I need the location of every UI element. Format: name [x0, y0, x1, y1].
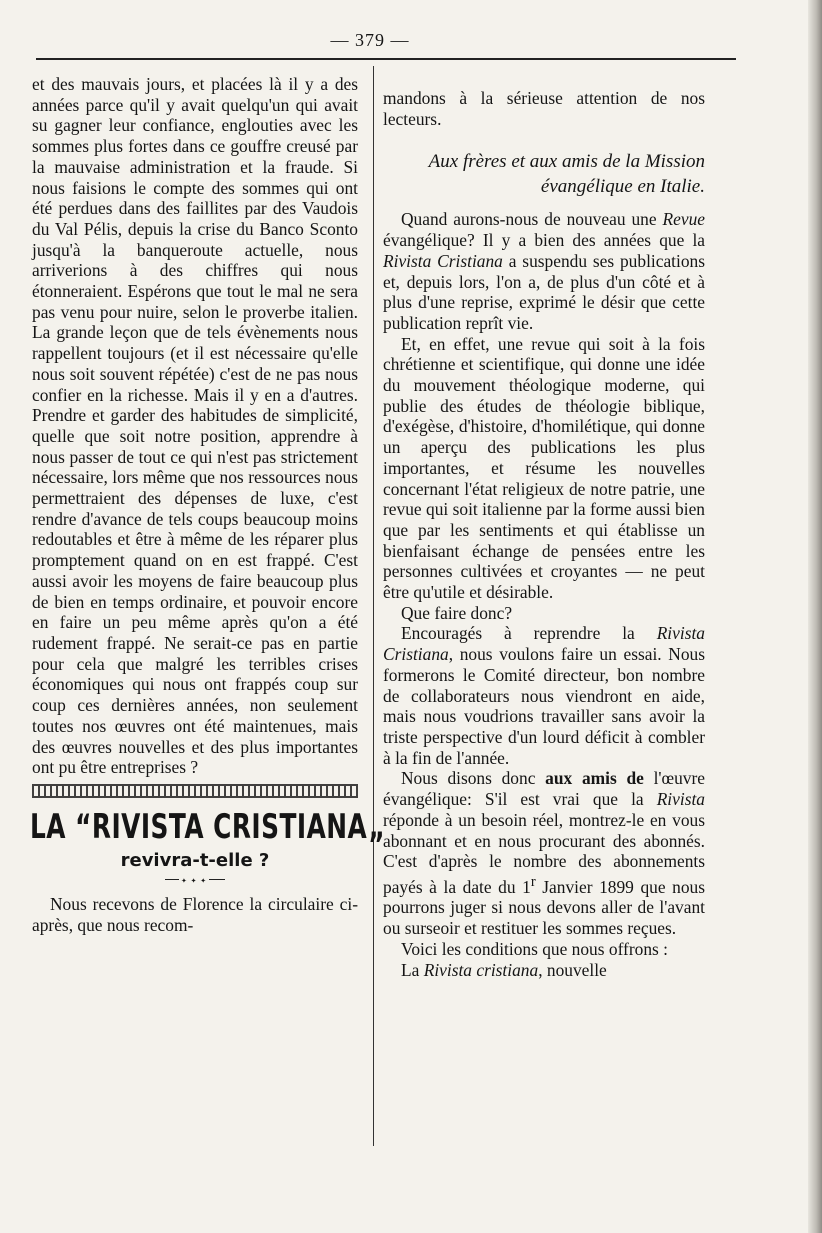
- column-divider: [373, 66, 374, 1146]
- page-number: — 379 —: [330, 30, 410, 50]
- article-subheadline: revivra-t-elle ?: [120, 849, 270, 871]
- paragraph-6: Voici les conditions que nous offrons :: [401, 938, 668, 959]
- paragraph-1: Quand aurons-nous de nouveau une Revue évangélique? Il y a bien des années que la Rivista Cristiana a suspendu ses publications et, depuis lors, l'on a, de plus d'un côté et à plus d'une reprise, exprimé le désir que cette publication reprît vie.: [383, 209, 705, 333]
- section-title: Aux frères et aux amis de la Mission évangélique en Italie.: [428, 151, 705, 198]
- right-column: [383, 88, 705, 980]
- header-rule: [36, 58, 736, 60]
- article-intro: Nous recevons de Florence la circulaire ci-après, que nous recom-: [32, 894, 358, 936]
- ornamental-divider: [32, 784, 358, 798]
- paragraph-4: Encouragés à reprendre la Rivista Cristiana, nous voulons faire un essai. Nous formerons le Comité directeur, bon nombre de collaborateurs nous viendront en aide, mais nous voudrions travailler sans avoir la triste perspective d'un lourd déficit à combler à la fin de l'année.: [383, 623, 705, 768]
- article-headline: LA “RIVISTA CRISTIANA„: [30, 807, 386, 847]
- paragraph-5: Nous disons donc aux amis de l'œuvre évangélique: S'il est vrai que la Rivista réponde à un besoin réel, montrez-le en vous abonnant et en nous procurant des abonnés. C'est d'après le nombre des abonnements payés à la date du 1$^r$ Janvier 1899 que nous pourrons juger si nous devons aller de l'avant ou surseoir et restituer les sommes reçues.: [383, 768, 705, 939]
- paragraph-7: La Rivista cristiana, nouvelle: [401, 959, 607, 980]
- paragraph-2: Et, en effet, une revue qui soit à la fois chrétienne et scientifique, qui donne une idée du mouvement théologique moderne, qui publie des études de théologie biblique, d'exégèse, d'histoire, d'homilétique, qui donne un aperçu des publications les plus importantes, et résume les nouvelles concernant l'état religieux de notre patrie, une revue qui soit italienne par la forme aussi bien que par les sentiments et qui établisse un bienfaisant échange de pensées entre les personnes cultivées et croyantes — ne peut être qu'utile et désirable.: [383, 333, 705, 603]
- page-edge: [808, 0, 822, 1233]
- left-column: [30, 74, 386, 936]
- intro-continuation: mandons à la sérieuse attention de nos lecteurs.: [383, 88, 705, 129]
- paragraph-3: Que faire donc?: [401, 602, 513, 623]
- small-ornament: [165, 879, 225, 880]
- continuation-paragraph: et des mauvais jours, et placées là il y a des années parce qu'il y avait quelqu'un qui avait su gagner leur confiance, englouties avec les sommes plus fortes dans ce gouffre creusé par la mauvaise administration et la fraude. Si nous faisions le compte des sommes qui ont été perdues dans des faillites par des Vaudois du Val Pélis, depuis la crise du Banco Sconto jusqu'à la banqueroute actuelle, nous arriverions à des chiffres qui nous étonneraient. Espérons que tout le mal ne sera pas venu pour nuire, selon le proverbe italien. La grande leçon que de tels évènements nous rappellent toujours (et il est nécessaire qu'elle nous soit souvent répétée) c'est de ne pas nous confier en la richesse. Mais il y en a d'autres. Prendre et garder des habitudes de simplicité, quelle que soit notre position, apprendre à nous passer de tout ce qui n'est pas strictement nécessaire, lors même que nos ressources nous permettraient des dépenses de luxe, c'est rendre d'avance de tels coups beaucoup moins redoutables et être à même de les réparer plus promptement quand on en est frappé. C'est aussi avoir les moyens de faire beaucoup plus de bien en temps ordinaire, et pouvoir encore en faire un peu même après qu'on a été rudement frappé. Ne serait-ce pas en partie pour cela que malgré les terribles crises économiques qui nous ont frappés coup sur coup ces dernières années, non seulement toutes nos œuvres ont été maintenues, mais des œuvres nouvelles et des plus importantes ont pu être entreprises ?: [32, 74, 358, 778]
